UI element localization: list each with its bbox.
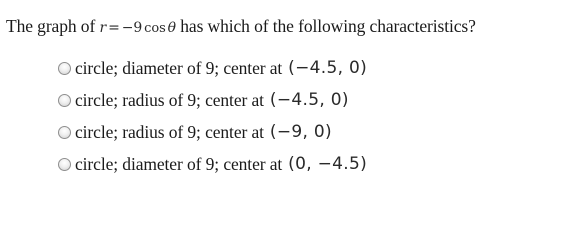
option-label: circle; diameter of 9; center at (75, 153, 283, 174)
equation-argument: θ (167, 20, 176, 36)
radio-button[interactable] (58, 62, 71, 75)
radio-button[interactable] (58, 158, 71, 171)
radio-button[interactable] (58, 94, 71, 107)
option-center-value: (0, −4.5) (288, 154, 368, 174)
option-center-value: (−9, 0) (269, 122, 332, 142)
question-text (6, 14, 476, 41)
polar-equation (99, 20, 176, 36)
option-center-value: (−4.5, 0) (269, 90, 349, 110)
equation-equals: = (108, 20, 120, 36)
answer-option-3[interactable] (58, 116, 332, 148)
option-label: circle; diameter of 9; center at (75, 57, 283, 78)
option-center-value: (−4.5, 0) (288, 58, 368, 78)
answer-option-4[interactable] (58, 148, 367, 180)
question-suffix: has which of the following characteristics? (175, 16, 476, 36)
question-prefix: The graph of (6, 16, 100, 36)
option-label: circle; radius of 9; center at (75, 89, 264, 110)
equation-variable: r (99, 20, 107, 36)
radio-button[interactable] (58, 126, 71, 139)
option-label: circle; radius of 9; center at (75, 121, 264, 142)
answer-option-2[interactable] (58, 84, 349, 116)
answer-option-1[interactable] (58, 52, 367, 84)
equation-function: cos (144, 21, 166, 36)
equation-coefficient: −9 (121, 20, 143, 36)
